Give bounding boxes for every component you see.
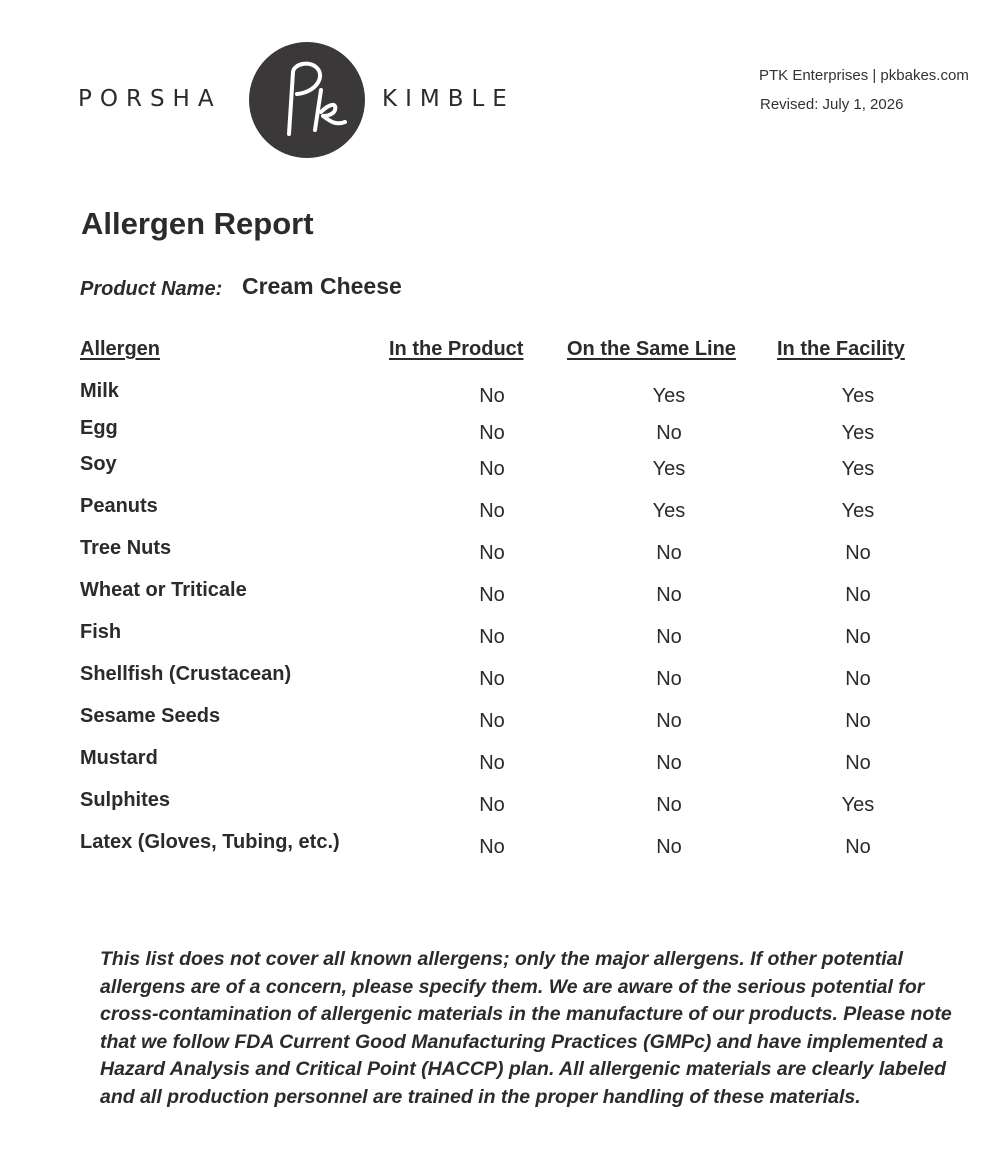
in-product-value: No <box>479 794 505 816</box>
allergen-name: Peanuts <box>80 495 158 517</box>
facility-value: No <box>845 836 871 858</box>
facility-value: No <box>845 752 871 774</box>
table-row <box>0 417 990 447</box>
in-product-value: No <box>479 500 505 522</box>
allergen-name: Wheat or Triticale <box>80 579 247 601</box>
facility-value: No <box>845 668 871 690</box>
product-name-value: Cream Cheese <box>242 273 402 299</box>
column-header-allergen: Allergen <box>80 338 161 360</box>
facility-value: No <box>845 710 871 732</box>
logo-last-name: KIMBLE <box>382 86 515 112</box>
facility-value: Yes <box>841 422 875 444</box>
facility-value: No <box>845 584 871 606</box>
in-product-value: No <box>479 836 505 858</box>
table-row <box>0 621 990 651</box>
allergen-name: Tree Nuts <box>80 537 172 559</box>
same-line-value: No <box>656 752 682 774</box>
company-info: PTK Enterprises | pkbakes.com <box>759 67 969 84</box>
table-row <box>0 705 990 735</box>
allergen-name: Fish <box>80 621 122 643</box>
facility-value: No <box>845 626 871 648</box>
allergen-name: Sesame Seeds <box>80 705 221 727</box>
same-line-value: No <box>656 794 682 816</box>
column-header-same-line: On the Same Line <box>567 338 736 360</box>
table-row <box>0 579 990 609</box>
allergen-name: Shellfish (Crustacean) <box>80 663 292 685</box>
table-row <box>0 747 990 777</box>
same-line-value: No <box>656 668 682 690</box>
product-name-label: Product Name: <box>80 278 223 300</box>
column-header-in-product: In the Product <box>389 338 524 360</box>
same-line-value: Yes <box>652 500 686 522</box>
revised-date: Revised: July 1, 2026 <box>760 96 904 113</box>
same-line-value: No <box>656 584 682 606</box>
same-line-value: No <box>656 710 682 732</box>
table-row <box>0 789 990 819</box>
table-row <box>0 537 990 567</box>
allergen-name: Latex (Gloves, Tubing, etc.) <box>80 831 340 853</box>
in-product-value: No <box>479 422 505 444</box>
same-line-value: No <box>656 542 682 564</box>
same-line-value: No <box>656 626 682 648</box>
facility-value: Yes <box>841 385 875 407</box>
allergen-name: Soy <box>80 453 117 475</box>
in-product-value: No <box>479 584 505 606</box>
allergen-name: Sulphites <box>80 789 171 811</box>
in-product-value: No <box>479 626 505 648</box>
allergen-name: Mustard <box>80 747 158 769</box>
facility-value: Yes <box>841 500 875 522</box>
disclaimer-text: This list does not cover all known allergens; only the major allergens. If other potential allergens are of a concern, please specify them. We are aware of the serious potential for cross-contamination of allergenic materials in the manufacture of our products. Please note that we follow FDA Current Good Manufacturing Practices (GMPc) and have implemented a Hazard Analysis and Critical Point (HACCP) plan. All allergenic materials are clearly labeled and all production personnel are trained in the proper handling of these materials. <box>100 948 952 1108</box>
logo-first-name: PORSHA <box>78 86 222 112</box>
allergen-name: Egg <box>80 417 118 439</box>
in-product-value: No <box>479 542 505 564</box>
facility-value: No <box>845 542 871 564</box>
table-row <box>0 663 990 693</box>
in-product-value: No <box>479 458 505 480</box>
table-row <box>0 380 990 410</box>
column-header-facility: In the Facility <box>777 338 905 360</box>
facility-value: Yes <box>841 794 875 816</box>
page-title: Allergen Report <box>81 206 314 241</box>
in-product-value: No <box>479 710 505 732</box>
same-line-value: Yes <box>652 385 686 407</box>
logo-monogram <box>249 42 365 158</box>
same-line-value: No <box>656 836 682 858</box>
table-row <box>0 453 990 483</box>
table-row <box>0 495 990 525</box>
in-product-value: No <box>479 752 505 774</box>
in-product-value: No <box>479 385 505 407</box>
same-line-value: No <box>656 422 682 444</box>
in-product-value: No <box>479 668 505 690</box>
allergen-name: Milk <box>80 380 119 402</box>
table-row <box>0 831 990 861</box>
same-line-value: Yes <box>652 458 686 480</box>
facility-value: Yes <box>841 458 875 480</box>
